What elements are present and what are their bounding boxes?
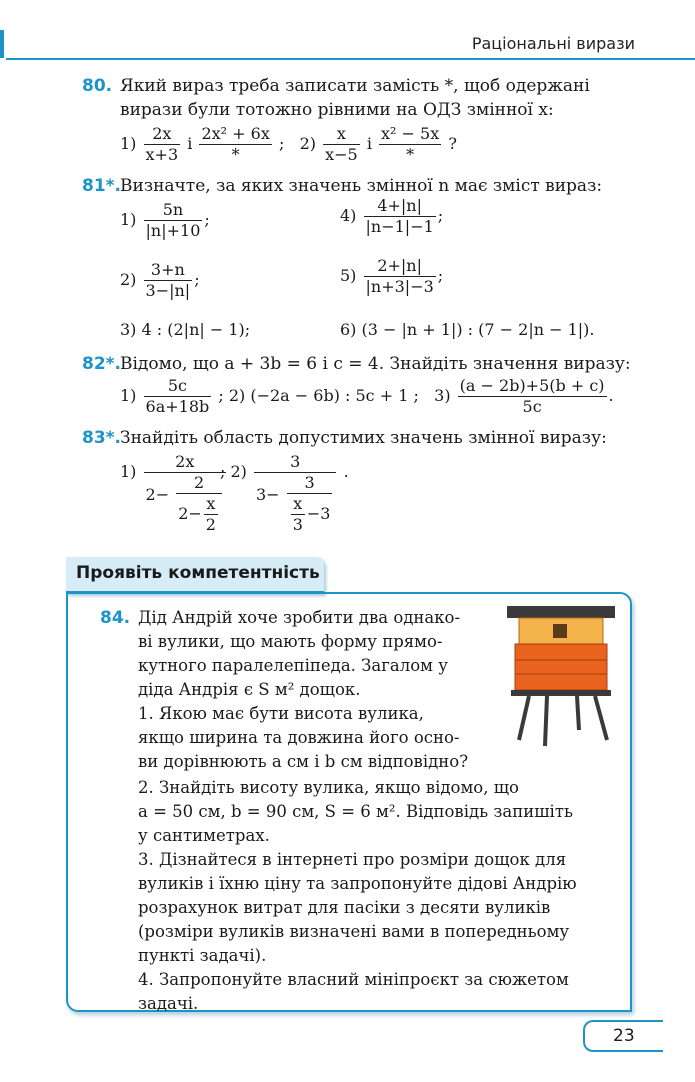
task-text: вирази були тотожно рівними на ОДЗ змінної x: bbox=[120, 100, 554, 120]
fraction bbox=[144, 452, 226, 535]
period: . bbox=[343, 462, 349, 481]
denominator: x−5 bbox=[325, 145, 358, 164]
denominator: 2 bbox=[205, 515, 216, 534]
conjunction: і bbox=[366, 134, 372, 153]
separator: ; bbox=[437, 266, 444, 285]
numerator: 2 bbox=[194, 473, 205, 492]
task-text: Який вираз треба записати замість *, щоб одержані bbox=[120, 76, 590, 96]
denominator: * bbox=[199, 144, 271, 165]
section-title: Проявіть компетентність bbox=[76, 563, 320, 583]
header-rule bbox=[6, 58, 695, 60]
numerator: 3 bbox=[290, 452, 301, 471]
page-number-box bbox=[583, 1020, 663, 1052]
hive-entrance bbox=[553, 624, 567, 638]
task-text-line: якщо ширина та довжина його осно- bbox=[138, 728, 460, 747]
task-80 bbox=[82, 74, 642, 184]
fraction bbox=[291, 494, 305, 535]
denominator: 3−|n| bbox=[145, 281, 191, 300]
fraction bbox=[144, 260, 193, 301]
item-label: 4) bbox=[340, 206, 357, 225]
separator: ; bbox=[204, 210, 210, 229]
task-text-line: Дід Андрій хоче зробити два однако- bbox=[138, 608, 461, 627]
numerator: x bbox=[206, 494, 216, 513]
task-text-line: 2. Знайдіть висоту вулика, якщо відомо, що bbox=[138, 778, 519, 797]
numerator: 2x bbox=[175, 452, 195, 471]
numerator: (a − 2b)+5(b + c) bbox=[459, 376, 605, 395]
fraction bbox=[144, 376, 212, 417]
denominator bbox=[176, 493, 222, 535]
hive-base bbox=[511, 690, 611, 696]
item-label: ; 2) bbox=[220, 462, 247, 481]
task-text: Визначте, за яких значень змінної n має зміст вираз: bbox=[120, 176, 603, 196]
formula-item bbox=[120, 260, 200, 301]
denominator: |n|+10 bbox=[145, 221, 201, 240]
item-label: 5) bbox=[340, 266, 357, 285]
task-text-line: ви дорівнюють a см і b см відповідно? bbox=[138, 752, 469, 771]
numerator: x bbox=[336, 124, 346, 143]
task-text-line: діда Андрія є S м² дощок. bbox=[138, 680, 361, 699]
task-82 bbox=[82, 352, 662, 432]
hive-leg bbox=[595, 696, 607, 740]
denominator: * bbox=[379, 144, 441, 165]
task-text-line: задачі. bbox=[138, 994, 199, 1013]
task-text-line: 4. Запропонуйте власний мініпроєкт за сюжетом bbox=[138, 970, 569, 989]
item-label: 2) bbox=[299, 134, 317, 153]
term: 3− bbox=[256, 485, 280, 504]
page-number: 23 bbox=[613, 1026, 635, 1046]
fraction bbox=[176, 473, 222, 535]
fraction bbox=[379, 124, 441, 165]
task-number: 80. bbox=[82, 76, 113, 96]
term: 2− bbox=[145, 485, 170, 504]
denominator: x+3 bbox=[145, 145, 179, 164]
task-text-line: розрахунок витрат для пасіки з десяти вуликів bbox=[138, 898, 551, 917]
fraction bbox=[323, 124, 360, 165]
task-text-line: вуликів і їхню ціну та запропонуйте дідові Андрію bbox=[138, 874, 577, 893]
item-label: 1) bbox=[120, 462, 137, 481]
hive-leg bbox=[577, 696, 579, 730]
fraction bbox=[287, 473, 333, 535]
task-number: 83*. bbox=[82, 428, 122, 448]
task-text: Відомо, що a + 3b = 6 і c = 4. Знайдіть значення виразу: bbox=[120, 354, 631, 374]
numerator: 5c bbox=[167, 376, 187, 395]
separator: ; bbox=[278, 134, 285, 153]
item-label: 1) bbox=[120, 134, 137, 153]
denominator: |n−1|−1 bbox=[365, 217, 434, 236]
denominator bbox=[287, 493, 333, 535]
formula-item: 3) 4 : (2|n| − 1); bbox=[120, 320, 251, 339]
period: . bbox=[608, 386, 614, 405]
denominator: 3 bbox=[292, 515, 303, 534]
section-tab bbox=[66, 557, 324, 594]
hive-body bbox=[515, 644, 607, 690]
task-83 bbox=[82, 426, 662, 556]
complex-fraction-2 bbox=[220, 452, 349, 535]
item-label: 1) bbox=[120, 210, 137, 229]
item-label: 1) bbox=[120, 386, 137, 405]
formula-item bbox=[120, 200, 210, 241]
formula-row bbox=[120, 124, 457, 165]
fraction bbox=[364, 256, 436, 297]
hive-leg bbox=[519, 696, 529, 740]
expression: ; 2) (−2a − 6b) : 5c + 1 ; bbox=[218, 386, 419, 405]
fraction bbox=[144, 124, 181, 165]
fraction bbox=[144, 200, 203, 241]
fraction bbox=[254, 452, 336, 535]
task-text-line: 1. Якою має бути висота вулика, bbox=[138, 704, 424, 723]
fraction bbox=[204, 494, 218, 535]
complex-fraction-1 bbox=[120, 452, 228, 535]
task-text-line: у сантиметрах. bbox=[138, 826, 270, 845]
separator: ; bbox=[194, 270, 200, 289]
denominator: |n+3|−3 bbox=[365, 277, 434, 296]
hive-leg bbox=[545, 696, 547, 746]
fraction bbox=[458, 376, 607, 417]
numerator: x² − 5x bbox=[381, 124, 440, 143]
task-number: 82*. bbox=[82, 354, 122, 374]
task-text-line: 3. Дізнайтеся в інтернеті про розміри дощок для bbox=[138, 850, 567, 869]
task-number: 84. bbox=[100, 608, 131, 628]
numerator: 2+|n| bbox=[377, 256, 422, 275]
denominator bbox=[254, 472, 336, 535]
beehive-illustration bbox=[505, 606, 617, 748]
task-text-line: (розміри вуликів визначені вами в попередньому bbox=[138, 922, 570, 941]
item-label: 2) bbox=[120, 270, 137, 289]
numerator: 5n bbox=[162, 200, 184, 219]
numerator: 4+|n| bbox=[377, 196, 422, 215]
term: 2− bbox=[178, 504, 202, 523]
fraction bbox=[199, 124, 271, 165]
numerator: 3+n bbox=[150, 260, 185, 279]
formula-item: 6) (3 − |n + 1|) : (7 − 2|n − 1|). bbox=[340, 320, 595, 339]
conjunction: і bbox=[187, 134, 193, 153]
header-accent-bar bbox=[0, 30, 4, 58]
task-text-line: ві вулики, що мають форму прямо- bbox=[138, 632, 443, 651]
separator: ; bbox=[437, 206, 444, 225]
fraction bbox=[364, 196, 436, 237]
denominator: 5c bbox=[458, 396, 607, 417]
formula-row bbox=[120, 376, 614, 417]
task-text: Знайдіть область допустимих значень змінної виразу: bbox=[120, 428, 607, 448]
formula-item bbox=[340, 196, 443, 237]
numerator: 3 bbox=[304, 473, 315, 492]
task-text-line: кутного паралелепіпеда. Загалом у bbox=[138, 656, 448, 675]
denominator bbox=[144, 472, 226, 535]
hive-roof bbox=[507, 606, 615, 618]
chapter-title: Раціональні вирази bbox=[471, 34, 635, 53]
numerator: 2x² + 6x bbox=[201, 124, 270, 143]
numerator: 2x bbox=[152, 124, 172, 143]
task-text-line: пункті задачі). bbox=[138, 946, 267, 965]
formula-item bbox=[340, 256, 443, 297]
task-81 bbox=[82, 174, 662, 344]
task-number: 81*. bbox=[82, 176, 122, 196]
item-label: 3) bbox=[434, 386, 451, 405]
numerator: x bbox=[293, 494, 303, 513]
denominator: 6a+18b bbox=[145, 397, 210, 416]
term: −3 bbox=[306, 504, 331, 523]
question-mark: ? bbox=[448, 134, 457, 153]
task-text-line: a = 50 см, b = 90 см, S = 6 м². Відповідь запишіть bbox=[138, 802, 573, 821]
